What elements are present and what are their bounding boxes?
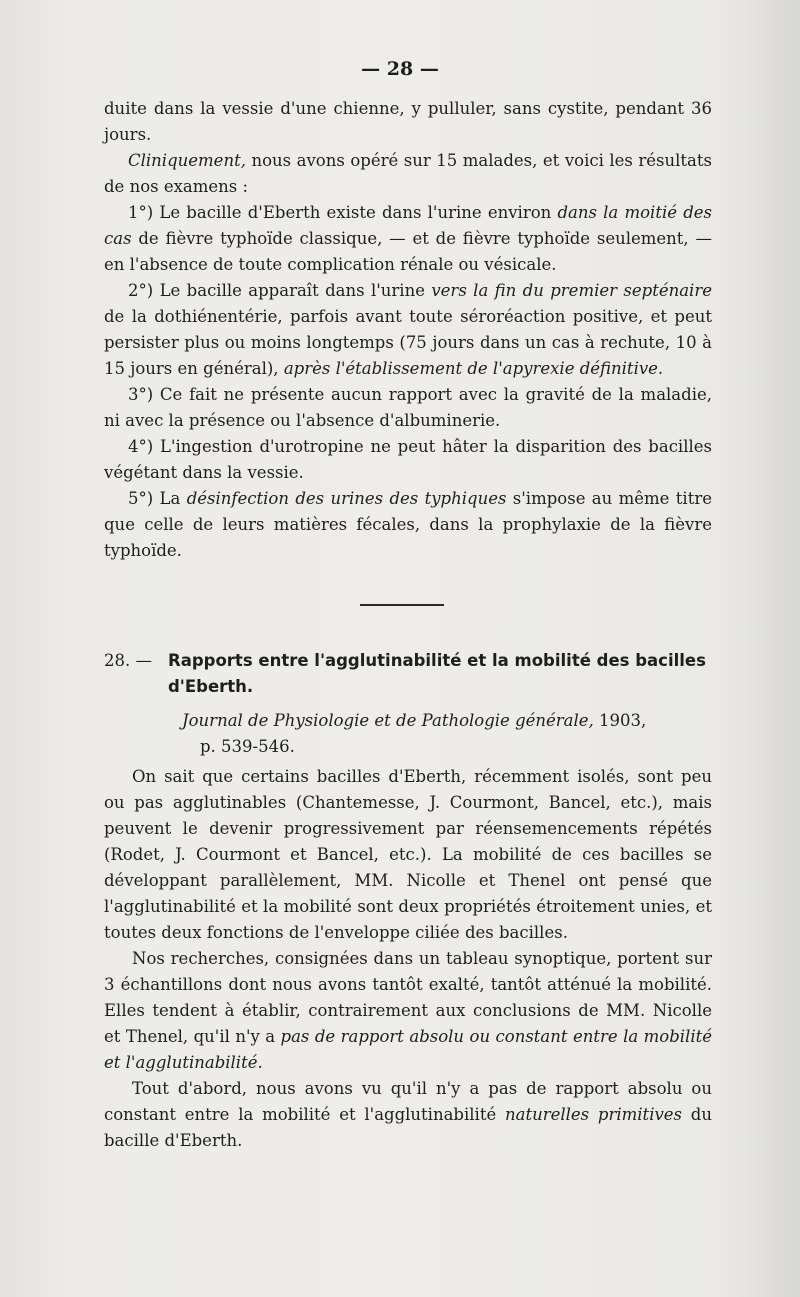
finding-4: 4°) L'ingestion d'urotropine ne peut hâter la disparition des bacilles végétant dans la vessie. (104, 437, 712, 482)
section-divider (360, 604, 444, 606)
journal-citation (104, 708, 716, 760)
finding-1: 1°) Le bacille d'Eberth existe dans l'urine environ dans la moitié des cas de fièvre typhoïde classique, — et de fièvre typhoïde seulement, — en l'absence de toute complication rénale ou vésicale. (104, 203, 712, 274)
abstract-paragraph-3: Tout d'abord, nous avons vu qu'il n'y a pas de rapport absolu ou constant entre la mobilité et l'agglutinabilité naturelles primitives du bacille d'Eberth. (104, 1079, 712, 1150)
finding-5: 5°) La désinfection des urines des typhiques s'impose au même titre que celle de leurs matières fécales, dans la prophylaxie de la fièvre typhoïde. (104, 489, 712, 560)
journal-name: Journal de Physiologie et de Pathologie générale, (182, 711, 594, 730)
entry-number: 28. — (104, 651, 152, 670)
page-number: — 28 — (361, 58, 439, 80)
finding-3: 3°) Ce fait ne présente aucun rapport avec la gravité de la maladie, ni avec la présence ou l'absence d'albuminerie. (104, 385, 712, 430)
paragraph-clinical: Cliniquement, nous avons opéré sur 15 malades, et voici les résultats de nos examens : (104, 151, 712, 196)
paragraph-continuation: duite dans la vessie d'une chienne, y pulluler, sans cystite, pendant 36 jours. (104, 99, 712, 144)
bibliography-entry (104, 648, 712, 700)
entry-title: Rapports entre l'agglutinabilité et la mobilité des bacilles d'Eberth. (168, 651, 706, 696)
abstract-paragraph-1: On sait que certains bacilles d'Eberth, récemment isolés, sont peu ou pas agglutinables (Chantemesse, J. Courmont, Bancel, etc.), mais peuvent le devenir progressivement par réensemencements répétés (Rodet, J. Courmont et Bancel, etc.). La mobilité de ces bacilles se développant parallèlement, MM. Nicolle et Thenel ont pensé que l'agglutinabilité et la mobilité sont deux propriétés étroitement unies, et toutes deux fonctions de l'enveloppe ciliée des bacilles. (104, 767, 712, 942)
abstract-text-block (104, 764, 712, 1154)
journal-pages: p. 539-546. (200, 737, 295, 756)
finding-2: 2°) Le bacille apparaît dans l'urine vers la fin du premier septénaire de la dothiénentérie, parfois avant toute séroréaction positive, et peut persister plus ou moins longtemps (75 jours dans un cas à rechute, 10 à 15 jours en général), après l'établissement de l'apyrexie définitive. (104, 281, 712, 378)
summary-text-block (104, 96, 712, 564)
abstract-paragraph-2: Nos recherches, consignées dans un tableau synoptique, portent sur 3 échantillons dont nous avons tantôt exalté, tantôt atténué la mobilité. Elles tendent à établir, contrairement aux conclusions de MM. Nicolle et Thenel, qu'il n'y a pas de rapport absolu ou constant entre la mobilité et l'agglutinabilité. (104, 949, 712, 1072)
journal-year: 1903, (593, 711, 647, 730)
